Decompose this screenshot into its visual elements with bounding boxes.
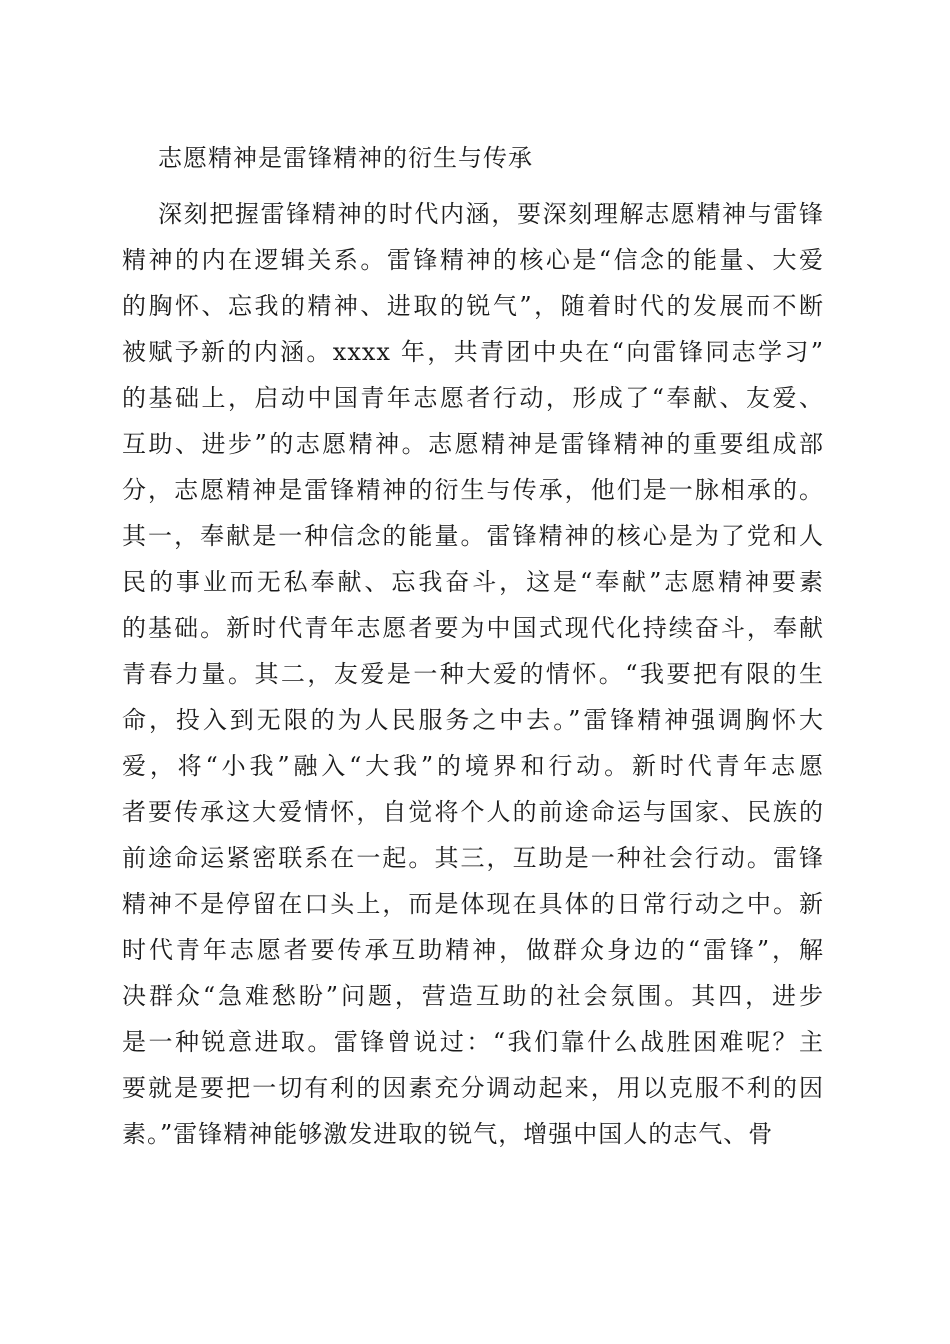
paragraph-line: 分，志愿精神是雷锋精神的衍生与传承，他们是一脉相承的。: [122, 476, 824, 504]
paragraph-line: 时代青年志愿者要传承互助精神，做群众身边的“雷锋”，解: [122, 936, 824, 964]
paragraph-line: 决群众“急难愁盼”问题，营造互助的社会氛围。其四，进步: [122, 982, 824, 1010]
paragraph-line: 其一，奉献是一种信念的能量。雷锋精神的核心是为了党和人: [122, 522, 824, 550]
paragraph-line: 精神的内在逻辑关系。雷锋精神的核心是“信念的能量、大爱: [122, 246, 824, 274]
paragraph-line: 互助、进步”的志愿精神。志愿精神是雷锋精神的重要组成部: [122, 430, 824, 458]
paragraph-line: 是一种锐意进取。雷锋曾说过：“我们靠什么战胜困难呢？主: [122, 1028, 824, 1056]
paragraph-line: 素。”雷锋精神能够激发进取的锐气，增强中国人的志气、骨: [122, 1120, 774, 1148]
body-paragraph: [122, 191, 824, 1157]
paragraph-line: 的基础上，启动中国青年志愿者行动，形成了“奉献、友爱、: [122, 384, 824, 412]
paragraph-line: 精神不是停留在口头上，而是体现在具体的日常行动之中。新: [122, 890, 824, 918]
paragraph-line: 者要传承这大爱情怀，自觉将个人的前途命运与国家、民族的: [122, 798, 824, 826]
paragraph-line: 命，投入到无限的为人民服务之中去。”雷锋精神强调胸怀大: [122, 706, 824, 734]
paragraph-line: 被赋予新的内涵。xxxx 年，共青团中央在“向雷锋同志学习”: [122, 338, 824, 366]
paragraph-line: 爱，将“小我”融入“大我”的境界和行动。新时代青年志愿: [122, 752, 824, 780]
paragraph-line: 青春力量。其二，友爱是一种大爱的情怀。“我要把有限的生: [122, 660, 824, 688]
paragraph-line: 的胸怀、忘我的精神、进取的锐气”，随着时代的发展而不断: [122, 292, 824, 320]
paragraph-line: 要就是要把一切有利的因素充分调动起来，用以克服不利的因: [122, 1074, 824, 1102]
paragraph-line: 民的事业而无私奉献、忘我奋斗，这是“奉献”志愿精神要素: [122, 568, 824, 596]
paragraph-line: 前途命运紧密联系在一起。其三，互助是一种社会行动。雷锋: [122, 844, 824, 872]
section-heading: 志愿精神是雷锋精神的衍生与传承: [158, 144, 533, 172]
paragraph-line: 深刻把握雷锋精神的时代内涵，要深刻理解志愿精神与雷锋: [158, 200, 824, 228]
paragraph-line: 的基础。新时代青年志愿者要为中国式现代化持续奋斗，奉献: [122, 614, 824, 642]
